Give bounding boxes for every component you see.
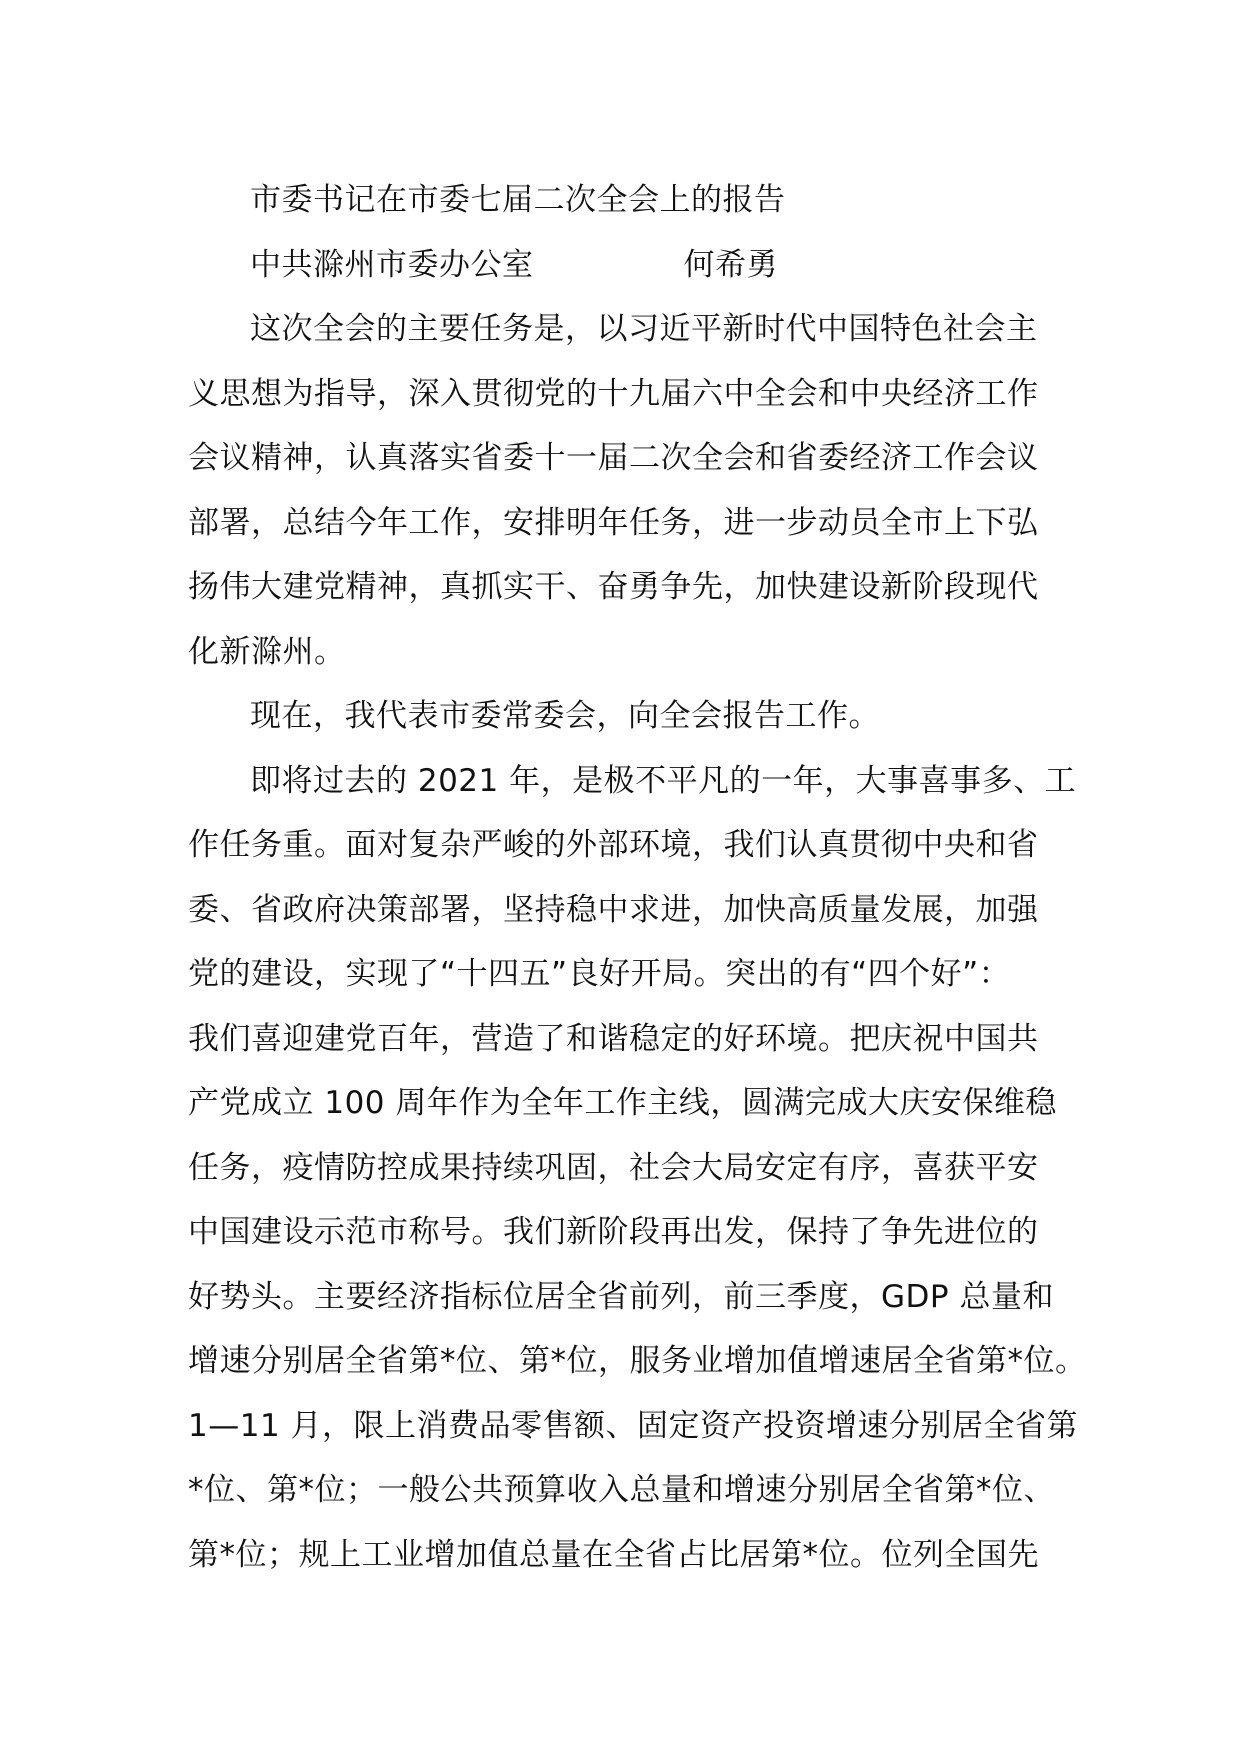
paragraph-line: 好势头。主要经济指标位居全省前列，前三季度，GDP 总量和 (188, 1278, 1054, 1315)
author-name: 何希勇 (683, 246, 778, 283)
paragraph-line: 化新滁州。 (188, 633, 346, 670)
paragraph-line: 产党成立 100 周年作为全年工作主线，圆满完成大庆安保维稳 (188, 1085, 1057, 1121)
document-body (188, 168, 1087, 1587)
paragraph-line: 党的建设，实现了“十四五”良好开局。突出的有“四个好”： (188, 956, 1011, 992)
paragraph-line: 现在，我代表市委常委会，向全会报告工作。 (250, 698, 880, 734)
paragraph-line: *位、第*位；一般公共预算收入总量和增速分别居全省第*位、 (188, 1472, 1055, 1508)
paragraph-line: 中国建设示范市称号。我们新阶段再出发，保持了争先进位的 (188, 1214, 1039, 1250)
paragraph-line: 我们喜迎建党百年，营造了和谐稳定的好环境。把庆祝中国共 (188, 1020, 1039, 1057)
paragraph-line: 部署，总结今年工作，安排明年任务，进一步动员全市上下弘 (188, 504, 1039, 541)
paragraph-line: 即将过去的 2021 年，是极不平凡的一年，大事喜事多、工 (250, 762, 1077, 799)
paragraph-line: 第*位；规上工业增加值总量在全省占比居第*位。位列全国先 (188, 1536, 1039, 1573)
document-title: 市委书记在市委七届二次全会上的报告 (250, 182, 786, 218)
paragraph-line: 增速分别居全省第*位、第*位，服务业增加值增速居全省第*位。 (188, 1343, 1087, 1379)
paragraph-line: 扬伟大建党精神，真抓实干、奋勇争先，加快建设新阶段现代 (188, 569, 1039, 605)
paragraph-line: 任务，疫情防控成果持续巩固，社会大局安定有序，喜获平安 (188, 1149, 1039, 1186)
author-line (188, 233, 1058, 298)
paragraph-line: 义思想为指导，深入贯彻党的十九届六中全会和中央经济工作 (188, 375, 1039, 412)
paragraph-line: 委、省政府决策部署，坚持稳中求进，加快高质量发展，加强 (188, 891, 1039, 928)
paragraph-line: 1—11 月，限上消费品零售额、固定资产投资增速分别居全省第 (188, 1407, 1079, 1444)
paragraph-line: 会议精神，认真落实省委十一届二次全会和省委经济工作会议 (188, 440, 1039, 476)
paragraph-line: 这次全会的主要任务是，以习近平新时代中国特色社会主 (250, 311, 1038, 347)
paragraph-line: 作任务重。面对复杂严峻的外部环境，我们认真贯彻中央和省 (188, 827, 1039, 863)
author-org: 中共滁州市委办公室 (250, 246, 534, 283)
